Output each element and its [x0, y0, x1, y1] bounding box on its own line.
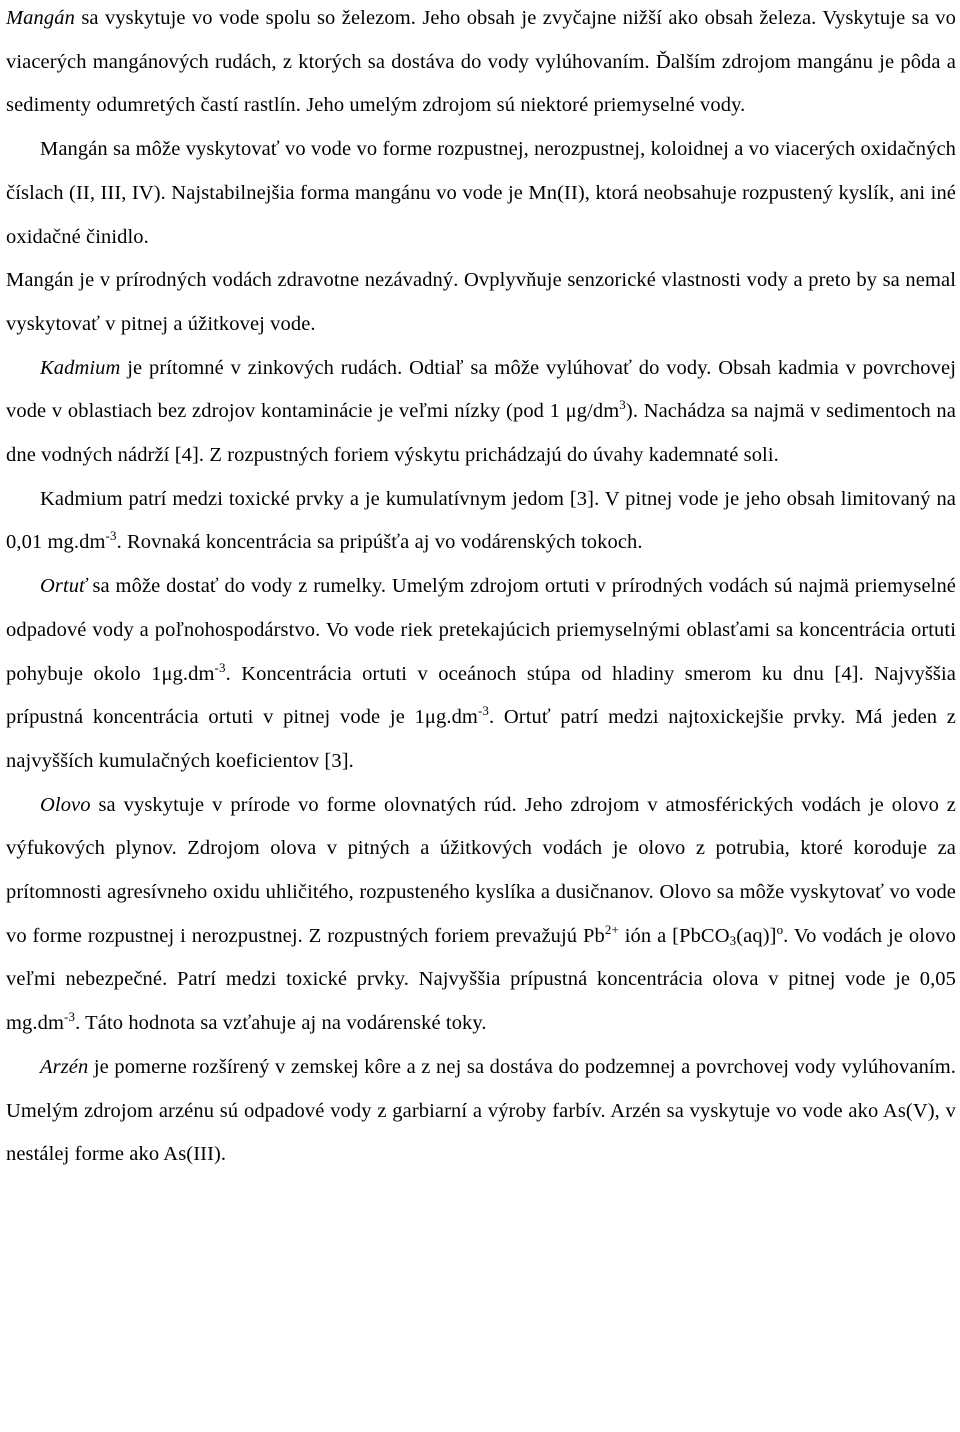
paragraph-mercury: [6, 565, 956, 784]
superscript: o: [776, 921, 784, 937]
superscript: 2+: [604, 921, 619, 937]
paragraph-text: . Koncentrácia ortuti v oceánoch stúpa od hladiny smerom ku dnu [4]. Najvyššia prípustná koncentrácia ortuti v pitnej vode je 1: [6, 662, 956, 729]
paragraph-manganese-occurrence: [6, 0, 956, 128]
paragraph-text: (aq)]: [736, 924, 777, 947]
superscript: -3: [105, 528, 117, 544]
paragraph-text: ión a [PbCO: [618, 924, 730, 947]
paragraph-manganese-forms: [6, 128, 956, 259]
paragraph-text: sa vyskytuje v prírode vo forme olovnatých rúd. Jeho zdrojom v atmosférických vodách je olovo z výfukových plynov. Zdrojom olova v pitných a úžitkových vodách je olovo z potrubia, ktoré koroduje za prítomnosti agresívneho oxidu uhličitého, rozpusteného kyslíka a dusičnanov. Olovo sa môže vyskytovať vo vode vo forme rozpustnej i nerozpustnej. Z rozpustných foriem prevažujú Pb: [6, 793, 956, 947]
paragraph-text: Mangán je v prírodných vodách zdravotne nezávadný. Ovplyvňuje senzorické vlastnosti vody a preto by sa nemal vyskytovať v pitnej a úžitkovej vode.: [6, 269, 956, 335]
subscript: 3: [729, 932, 737, 948]
paragraph-text: . Táto hodnota sa vzťahuje aj na vodárenské toky.: [75, 1012, 487, 1035]
paragraph-cadmium-occurrence: [6, 347, 956, 478]
superscript: 3: [619, 397, 626, 413]
document-page: [6, 0, 956, 1177]
paragraph-arsenic: [6, 1046, 956, 1177]
paragraph-lead: [6, 784, 956, 1046]
paragraph-text: . Rovnaká koncentrácia sa pripúšťa aj vo vodárenských tokoch.: [116, 531, 643, 554]
term-mercury: Ortuť: [40, 575, 87, 598]
paragraph-text: je prítomné v zinkových rudách. Odtiaľ sa môže vylúhovať do vody. Obsah kadmia v povrchovej vode v oblastiach bez zdrojov kontaminácie je veľmi nízky (pod 1: [6, 356, 956, 423]
term-arsenic: Arzén: [40, 1055, 89, 1078]
superscript: -3: [64, 1009, 76, 1025]
paragraph-text: . Vo vodách je olovo veľmi nebezpečné. Patrí medzi toxické prvky. Najvyššia prípustná koncentrácia olova v pitnej vode je 0,05 mg.dm: [6, 924, 957, 1035]
term-cadmium: Kadmium: [40, 356, 121, 379]
term-manganese: Mangán: [6, 7, 75, 29]
paragraph-manganese-health: [6, 259, 956, 346]
superscript: -3: [477, 703, 489, 719]
superscript: -3: [214, 659, 226, 675]
paragraph-text: sa vyskytuje vo vode spolu so železom. Jeho obsah je zvyčajne nižší ako obsah železa. Vyskytuje sa vo viacerých mangánových rudách, z ktorých sa dostáva do vody vylúhovaním. Ďalším zdrojom mangánu je pôda a sedimenty odumretých častí rastlín. Jeho umelým zdrojom sú niektoré priemyselné vody.: [6, 7, 956, 117]
paragraph-text: je pomerne rozšírený v zemskej kôre a z nej sa dostáva do podzemnej a povrchovej vody vylúhovaním. Umelým zdrojom arzénu sú odpadové vody z garbiarní a výroby farbív. Arzén sa vyskytuje vo vode ako As(V), v nestálej forme ako As(III).: [6, 1055, 956, 1166]
unit-text: μg/dm: [565, 400, 620, 423]
paragraph-text: ). Nachádza sa najmä v sedimentoch na dne vodných nádrží [4]. Z rozpustných foriem výskytu prichádzajú do úvahy kademnaté soli.: [6, 400, 956, 467]
unit-text: μg.dm: [161, 662, 215, 685]
paragraph-text: sa môže dostať do vody z rumelky. Umelým zdrojom ortuti v prírodných vodách sú najmä priemyselné odpadové vody a poľnohospodárstvo. Vo vode riek pretekajúcich priemyselnými oblasťami sa koncentrácia ortuti pohybuje okolo 1: [6, 575, 956, 685]
paragraph-text: . Ortuť patrí medzi najtoxickejšie prvky. Má jeden z najvyšších kumulačných koeficientov [3].: [6, 706, 956, 772]
unit-text: μg.dm: [424, 706, 478, 729]
paragraph-cadmium-toxicity: [6, 478, 956, 565]
term-lead: Olovo: [40, 793, 91, 816]
paragraph-text: Mangán sa môže vyskytovať vo vode vo forme rozpustnej, nerozpustnej, koloidnej a vo viacerých oxidačných číslach (II, III, IV). Najstabilnejšia forma mangánu vo vode je Mn(II), ktorá neobsahuje rozpustený kyslík, ani iné oxidačné činidlo.: [6, 138, 956, 248]
paragraph-text: Kadmium patrí medzi toxické prvky a je kumulatívnym jedom [3]. V pitnej vode je jeho obsah limitovaný na 0,01 mg.dm: [6, 487, 956, 554]
